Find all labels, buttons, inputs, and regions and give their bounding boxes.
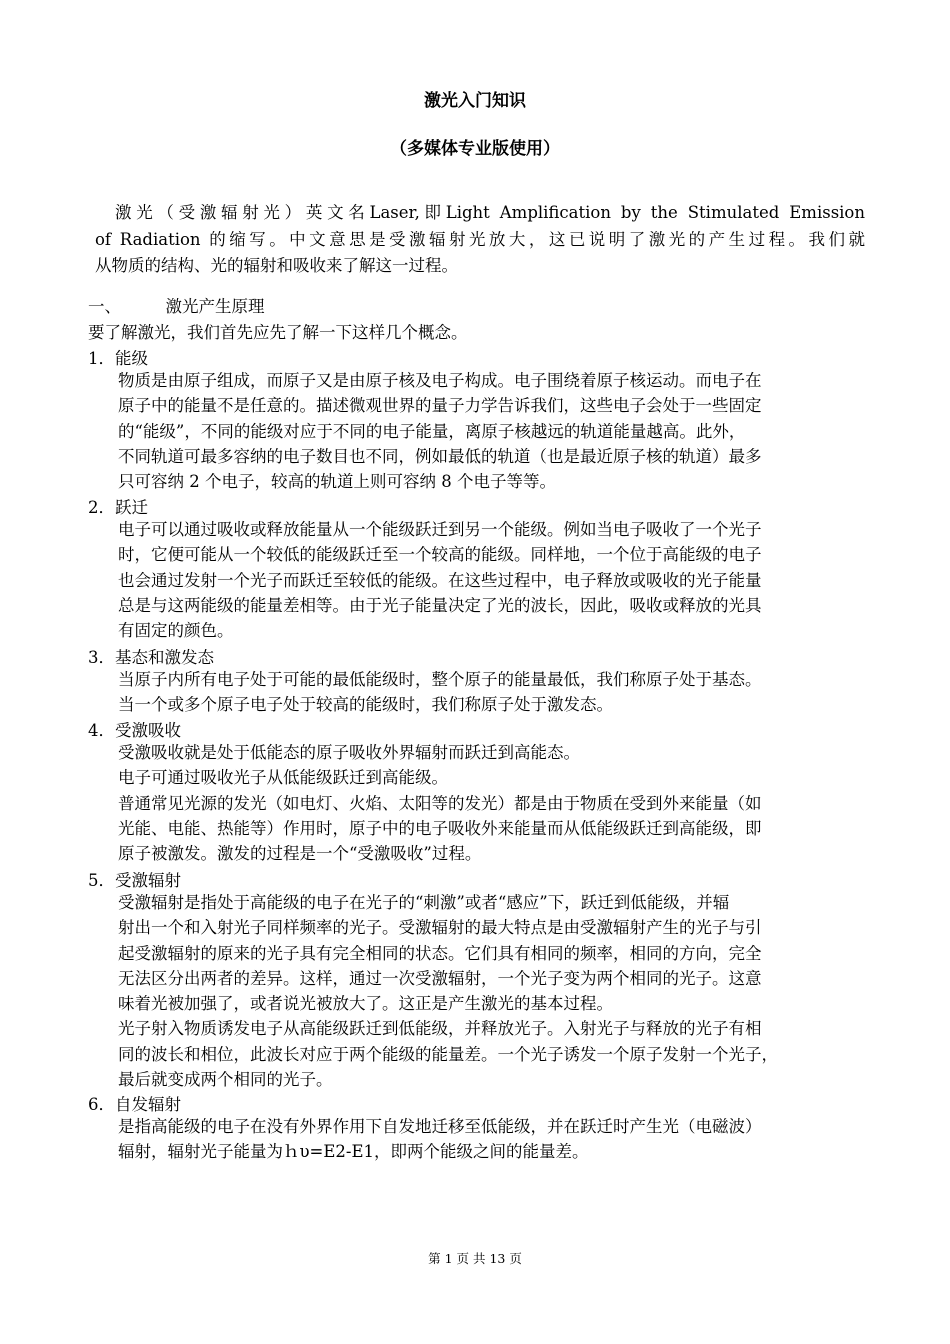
body-line: 受激辐射是指处于高能级的电子在光子的“刺激”或者“感应”下，跃迁到低能级，并辐 [118, 893, 730, 912]
page-footer: 第 1 页 共 13 页 [428, 1251, 522, 1266]
item-body [118, 740, 862, 866]
document-title: 激光入门知识 [424, 91, 526, 111]
body-line: 的“能级”，不同的能级对应于不同的电子能量，离原子核越远的轨道能量越高。此外， [118, 421, 746, 441]
item-heading: 6．自发辐射 [88, 1095, 181, 1114]
body-line: 当一个或多个原子电子处于较高的能级时，我们称原子处于激发态。 [118, 695, 613, 715]
body-line: 起受激辐射的原来的光子具有完全相同的状态。它们具有相同的频率，相同的方向，完全 [118, 943, 762, 963]
body-line: 无法区分出两者的差异。这样，通过一次受激辐射，一个光子变为两个相同的光子。这意 [118, 968, 762, 988]
body-line: 光能、电能、热能等）作用时，原子中的电子吸收外来能量而从低能级跃迁到高能级，即 [118, 818, 762, 838]
item-body [118, 368, 862, 494]
body-line: 同的波长和相位，此波长对应于两个能级的能量差。一个光子诱发一个原子发射一个光子， [118, 1044, 778, 1064]
section-title: 激光产生原理 [165, 297, 265, 316]
item-heading: 1．能级 [88, 349, 148, 368]
body-line: 射出一个和入射光子同样频率的光子。受激辐射的最大特点是由受激辐射产生的光子与引 [118, 918, 762, 938]
body-line: 电子可以通过吸收或释放能量从一个能级跃迁到另一个能级。例如当电子吸收了一个光子 [118, 520, 762, 539]
body-line: 物质是由原子组成，而原子又是由原子核及电子构成。电子围绕着原子核运动。而电子在 [118, 371, 762, 390]
body-line: 是指高能级的电子在没有外界作用下自发地迁移至低能级，并在跃迁时产生光（电磁波） [118, 1117, 762, 1136]
body-line: 电子可通过吸收光子从低能级跃迁到高能级。 [118, 768, 448, 788]
body-line: 原子中的能量不是任意的。描述微观世界的量子力学告诉我们，这些电子会处于一些固定 [118, 396, 762, 416]
document-subtitle: （多媒体专业版使用） [390, 139, 560, 159]
body-line: 也会通过发射一个光子而跃迁至较低的能级。在这些过程中，电子释放或吸收的光子能量 [118, 570, 762, 590]
intro-paragraph [95, 200, 865, 280]
section-lead: 要了解激光，我们首先应先了解一下这样几个概念。 [88, 323, 468, 342]
body-line: 时，它便可能从一个较低的能级跃迁至一个较高的能级。同样地，一个位于高能级的电子 [118, 545, 762, 565]
item-body [118, 517, 862, 643]
body-line: 总是与这两能级的能量差相等。由于光子能量决定了光的波长，因此，吸收或释放的光具 [118, 595, 762, 615]
body-line: 味着光被加强了，或者说光被放大了。这正是产生激光的基本过程。 [118, 994, 613, 1014]
intro-line: 激光（受激辐射光）英文名Laser,即Light Amplification by the Stimulated Emission [115, 203, 865, 222]
item-body [118, 1114, 862, 1165]
body-line: 不同轨道可最多容纳的电子数目也不同，例如最低的轨道（也是最近原子核的轨道）最多 [118, 446, 762, 466]
body-line: 光子射入物质诱发电子从高能级跃迁到低能级，并释放光子。入射光子与释放的光子有相 [118, 1019, 762, 1039]
item-body [118, 890, 862, 1092]
body-line: 原子被激发。激发的过程是一个“受激吸收”过程。 [118, 844, 482, 864]
body-line: 当原子内所有电子处于可能的最低能级时，整个原子的能量最低，我们称原子处于基态。 [118, 670, 762, 689]
body-line: 普通常见光源的发光（如电灯、火焰、太阳等的发光）都是由于物质在受到外来能量（如 [118, 793, 762, 813]
intro-line: of Radiation 的缩写。中文意思是受激辐射光放大，这已说明了激光的产生过程。我们就 [95, 229, 865, 249]
body-line: 最后就变成两个相同的光子。 [118, 1070, 333, 1090]
body-line: 有固定的颜色。 [118, 621, 234, 641]
intro-line: 从物质的结构、光的辐射和吸收来了解这一过程。 [95, 256, 458, 275]
item-body [118, 667, 862, 718]
item-heading: 4．受激吸收 [88, 721, 181, 740]
section-number: 一、 [88, 297, 121, 316]
body-line: 受激吸收就是处于低能态的原子吸收外界辐射而跃迁到高能态。 [118, 743, 580, 762]
item-heading: 2．跃迁 [88, 498, 148, 517]
item-heading: 3．基态和激发态 [88, 648, 214, 667]
section-heading [88, 293, 265, 317]
body-line: 只可容纳 2 个电子，较高的轨道上则可容纳 8 个电子等等。 [118, 472, 556, 492]
body-line: 辐射，辐射光子能量为ｈυ=E2-E1，即两个能级之间的能量差。 [118, 1142, 589, 1162]
item-heading: 5．受激辐射 [88, 871, 181, 890]
